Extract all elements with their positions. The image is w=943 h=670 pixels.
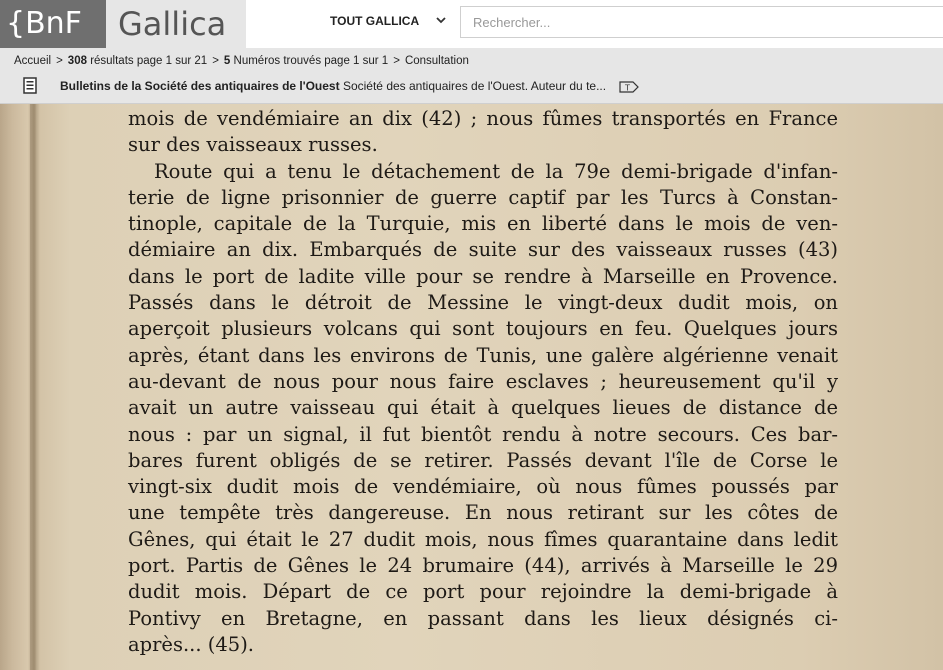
page-text — [128, 106, 838, 658]
chevron-down-icon[interactable] — [436, 14, 446, 28]
text-line: bares furent obligés de se retirer. Passés devant l'île de Corse le — [128, 448, 838, 472]
page-binding-shadow — [30, 104, 36, 670]
breadcrumb-home-link[interactable]: Accueil — [14, 55, 52, 67]
document-icon[interactable] — [23, 77, 37, 94]
text-line: vingt-six dudit mois de vendémiaire, où nous fûmes poussés par — [128, 475, 838, 499]
text-line: après, étant dans les environs de Tunis, une galère algérienne venait — [128, 343, 838, 367]
text-line: dudit mois. Départ de ce port pour rejoindre la demi-brigade à — [128, 580, 838, 604]
document-title-line — [60, 79, 606, 93]
issues-count: 5 — [223, 55, 231, 67]
svg-text:T: T — [625, 83, 630, 93]
text-line: nous : par un signal, il fut bientôt rendu à notre secours. Ces bar- — [128, 422, 838, 446]
text-line: avait un autre vaisseau qui était à quelques lieues de distance de — [128, 396, 838, 420]
text-line: démiaire an dix. Embarqués de suite sur des vaisseaux russes (43) — [128, 238, 838, 262]
text-line: Passés dans le détroit de Messine le vingt-deux dudit mois, on — [128, 291, 838, 315]
text-line: port. Partis de Gênes le 24 brumaire (44), arrivés à Marseille le 29 — [128, 554, 838, 578]
results-text: résultats page 1 sur 21 — [90, 55, 208, 67]
results-count: 308 — [67, 55, 87, 67]
document-toolbar — [0, 48, 943, 104]
breadcrumb-issues-link[interactable] — [224, 55, 388, 67]
text-line: Route qui a tenu le détachement de la 79e demi-brigade d'infan- — [154, 159, 838, 183]
document-title[interactable]: Bulletins de la Société des antiquaires de l'Ouest — [60, 79, 340, 93]
issues-text: Numéros trouvés page 1 sur 1 — [233, 55, 389, 67]
breadcrumb-results-link[interactable] — [68, 55, 207, 67]
text-line: aperçoit plusieurs volcans qui sont toujours en feu. Quelques jours — [128, 317, 838, 341]
breadcrumb-separator: > — [393, 55, 400, 67]
text-line: mois de vendémiaire an dix (42) ; nous fûmes transportés en France — [128, 107, 838, 130]
text-mode-icon[interactable] — [619, 80, 639, 92]
text-line: une tempête très dangereuse. En nous retirant sur les côtes de — [128, 501, 838, 525]
document-page-viewer[interactable] — [0, 104, 943, 670]
gallica-logo[interactable]: Gallica — [106, 0, 246, 48]
breadcrumb-current: Consultation — [404, 55, 469, 67]
text-line: Pontivy en Bretagne, en passant dans les lieux désignés ci- — [128, 606, 838, 630]
search-input[interactable] — [460, 6, 943, 38]
breadcrumb-separator: > — [56, 55, 63, 67]
top-bar — [0, 0, 943, 48]
text-line: sur des vaisseaux russes. — [128, 133, 378, 157]
breadcrumb — [14, 55, 469, 67]
text-line: Gênes, qui était le 27 dudit mois, nous fîmes quarantaine dans ledit — [128, 527, 838, 551]
breadcrumb-separator: > — [212, 55, 219, 67]
text-line: terie de ligne prisonnier de guerre captif par les Turcs à Constan- — [128, 185, 838, 209]
text-line: dans le port de ladite ville pour se rendre à Marseille en Provence. — [128, 264, 838, 288]
bnf-logo[interactable]: {BnF — [0, 0, 106, 48]
search-scope-select[interactable]: TOUT GALLICA — [330, 14, 420, 28]
document-author: Société des antiquaires de l'Ouest. Auteur du te... — [342, 79, 607, 93]
text-line: au-devant de nous pour nous faire esclaves ; heureusement qu'il y — [128, 369, 838, 393]
text-line: après... (45). — [128, 632, 254, 656]
text-line: tinople, capitale de la Turquie, mis en liberté dans le mois de ven- — [128, 212, 838, 236]
